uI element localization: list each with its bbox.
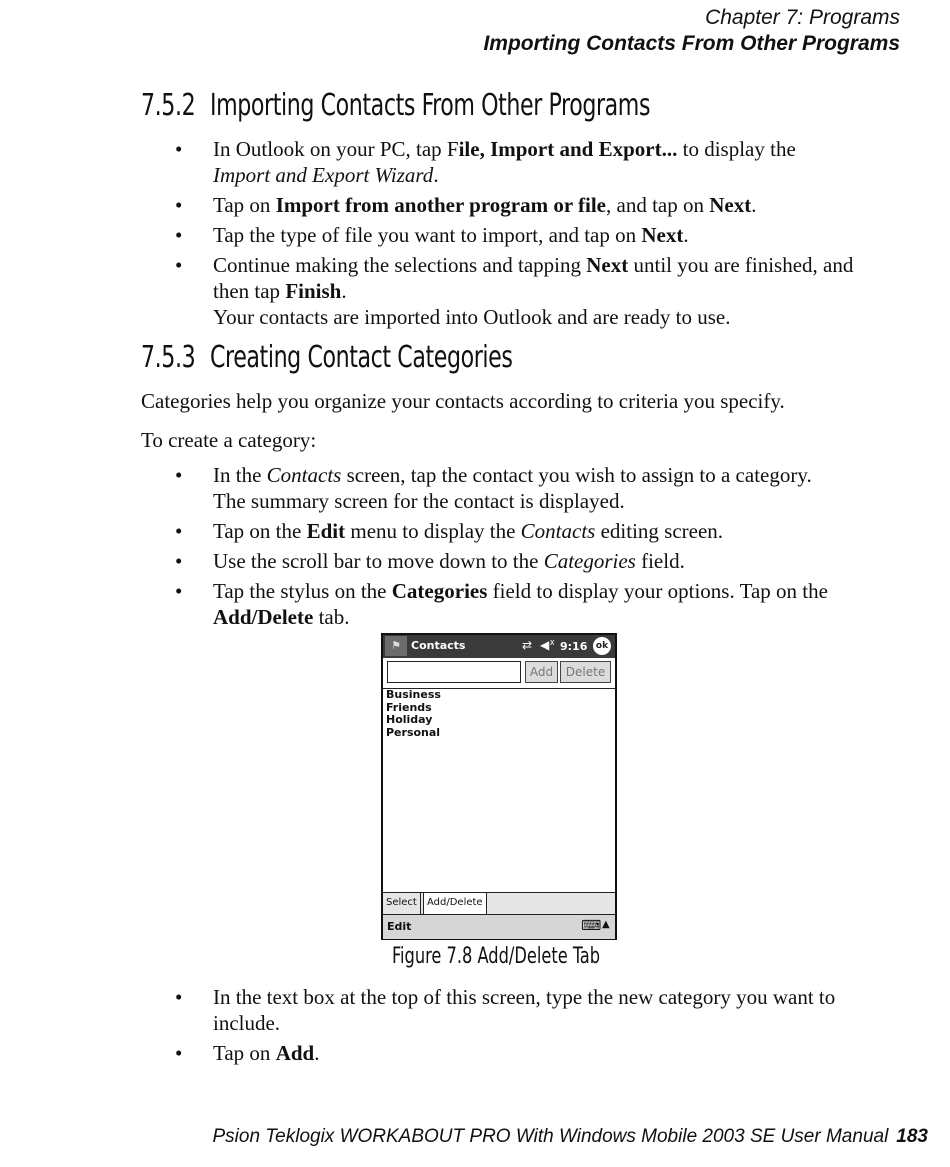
running-head xyxy=(483,5,900,57)
sip-arrow-up-icon[interactable]: ▲ xyxy=(602,919,610,930)
edit-menu[interactable]: Edit xyxy=(387,920,412,933)
create-category-lead: To create a category: xyxy=(141,428,317,452)
list-item: • Tap on Add. xyxy=(175,1041,320,1065)
category-list[interactable] xyxy=(383,688,615,893)
footer-text: Psion Teklogix WORKABOUT PRO With Windows Mobile 2003 SE User Manual xyxy=(212,1126,889,1147)
list-item[interactable]: Friends xyxy=(386,700,432,714)
list-item: • In the text box at the top of this screen, type the new category you want to include. xyxy=(175,985,836,1035)
delete-button[interactable]: Delete xyxy=(560,661,611,683)
tab-select[interactable]: Select xyxy=(383,893,421,914)
new-category-input[interactable] xyxy=(387,661,521,683)
list-item[interactable]: Business xyxy=(386,688,441,701)
categories-intro: Categories help you organize your contacts according to criteria you specify. xyxy=(141,389,785,413)
list-item: • In the Contacts screen, tap the contact you wish to assign to a category. The summary screen for the contact is displayed. xyxy=(175,463,812,513)
list-item[interactable]: Holiday xyxy=(386,713,433,726)
menu-bar xyxy=(383,914,615,939)
keyboard-icon[interactable]: ⌨ xyxy=(581,918,602,934)
section-heading-752 xyxy=(141,88,650,123)
add-button[interactable]: Add xyxy=(525,661,558,683)
volume-mute-icon[interactable]: ◀ᕽ xyxy=(540,638,556,652)
page-number: 183 xyxy=(896,1126,928,1147)
running-head-title: Importing Contacts From Other Programs xyxy=(483,32,900,55)
list-item[interactable]: Personal xyxy=(386,725,441,739)
section-title-752: Importing Contacts From Other Programs xyxy=(210,88,651,123)
ok-button[interactable]: ok xyxy=(593,637,611,655)
sync-icon[interactable]: ⇄ xyxy=(522,638,533,652)
windows-flag-icon[interactable]: ⚑ xyxy=(385,636,407,656)
list-item: • Continue making the selections and tapping Next until you are finished, and then tap Finish. Your contacts are imported into Outlook and are ready to use. xyxy=(175,253,854,329)
title-bar xyxy=(383,635,615,658)
tab-add-delete[interactable]: Add/Delete xyxy=(423,893,487,914)
list-item: • In Outlook on your PC, tap File, Import and Export... to display the Import and Export Wizard. xyxy=(175,137,796,187)
window-title: Contacts xyxy=(411,639,466,652)
list-item: • Tap on the Edit menu to display the Contacts editing screen. xyxy=(175,519,724,543)
import-steps-list xyxy=(141,136,861,334)
section-number-752: 7.5.2 xyxy=(141,88,196,123)
section-title-753: Creating Contact Categories xyxy=(210,340,513,375)
page-footer xyxy=(212,1126,928,1148)
list-item: • Use the scroll bar to move down to the Categories field. xyxy=(175,549,685,573)
tab-strip xyxy=(383,892,615,915)
figure-caption: Figure 7.8 Add/Delete Tab xyxy=(392,944,601,969)
running-head-chapter: Chapter 7: Programs xyxy=(705,6,900,29)
list-item: • Tap on Import from another program or file, and tap on Next. xyxy=(175,193,757,217)
create-category-steps xyxy=(141,462,861,634)
pocketpc-screenshot xyxy=(381,633,617,940)
list-item: • Tap the stylus on the Categories field to display your options. Tap on the Add/Delete tab. xyxy=(175,579,828,629)
clock[interactable]: 9:16 xyxy=(560,640,588,653)
list-item: • Tap the type of file you want to import, and tap on Next. xyxy=(175,223,689,247)
section-heading-753 xyxy=(141,340,512,375)
section-number-753: 7.5.3 xyxy=(141,340,196,375)
add-category-steps xyxy=(141,984,861,1070)
